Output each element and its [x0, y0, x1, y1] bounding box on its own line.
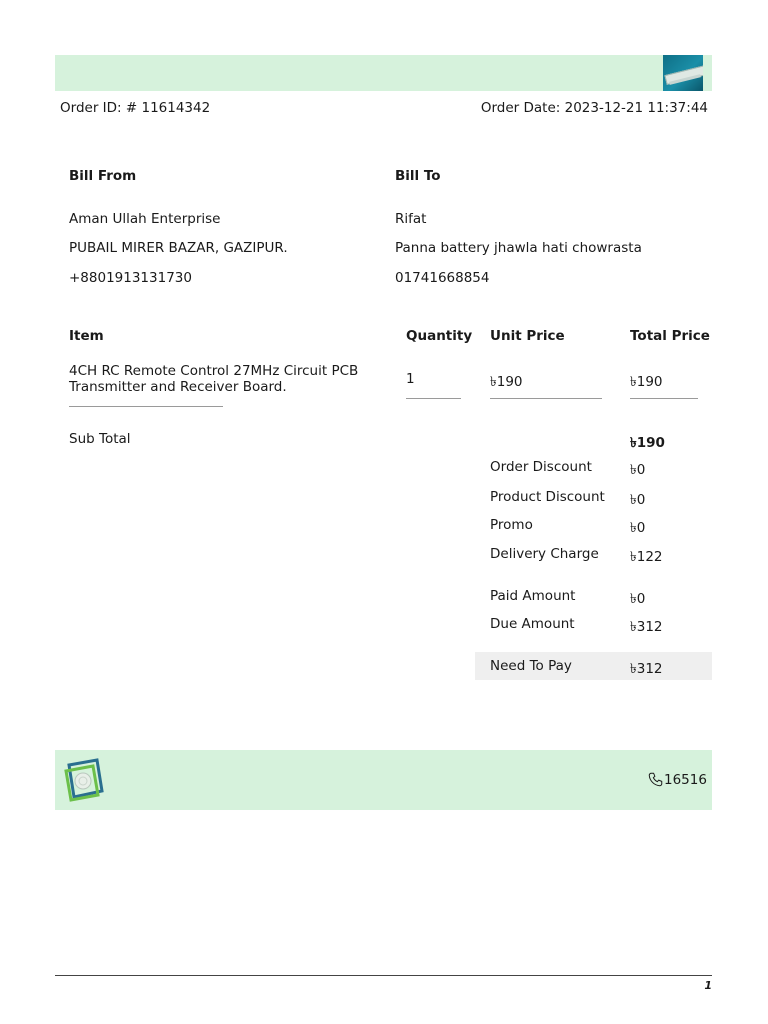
column-header-quantity: Quantity	[406, 328, 473, 344]
delivery-charge-value: ৳122	[630, 549, 663, 565]
paid-amount-label: Paid Amount	[490, 588, 576, 604]
product-thumbnail	[663, 55, 703, 91]
bill-to-name: Rifat	[395, 211, 427, 227]
unit-price-underline	[490, 398, 602, 399]
total-price-underline	[630, 398, 698, 399]
sub-total-value: ৳190	[630, 435, 665, 451]
order-discount-value: ৳0	[630, 462, 646, 478]
bill-from-heading: Bill From	[69, 168, 137, 184]
due-amount-value: ৳312	[630, 619, 663, 635]
footer-band	[55, 750, 712, 810]
order-id: Order ID: # 11614342	[60, 100, 211, 116]
order-date: Order Date: 2023-12-21 11:37:44	[480, 100, 708, 116]
bill-from-address: PUBAIL MIRER BAZAR, GAZIPUR.	[69, 240, 288, 256]
bill-to-phone: 01741668854	[395, 270, 490, 286]
need-to-pay-value: ৳312	[630, 661, 663, 677]
item-unit-price: ৳190	[490, 374, 523, 390]
bill-to-heading: Bill To	[395, 168, 441, 184]
page-footer-rule	[55, 975, 712, 976]
column-header-total-price: Total Price	[630, 328, 710, 344]
hotline-number: 16516	[664, 772, 707, 788]
product-discount-value: ৳0	[630, 492, 646, 508]
item-underline	[69, 406, 223, 407]
brand-logo-icon	[63, 757, 105, 803]
need-to-pay-label: Need To Pay	[490, 658, 572, 674]
due-amount-label: Due Amount	[490, 616, 575, 632]
quantity-underline	[406, 398, 461, 399]
bill-from-name: Aman Ullah Enterprise	[69, 211, 221, 227]
paid-amount-value: ৳0	[630, 591, 646, 607]
promo-label: Promo	[490, 517, 533, 533]
order-discount-label: Order Discount	[490, 459, 592, 475]
delivery-charge-label: Delivery Charge	[490, 546, 599, 562]
item-quantity: 1	[406, 371, 415, 387]
page-number: 1	[704, 979, 712, 992]
column-header-item: Item	[69, 328, 104, 344]
sub-total-label: Sub Total	[69, 431, 131, 447]
column-header-unit-price: Unit Price	[490, 328, 565, 344]
promo-value: ৳0	[630, 520, 646, 536]
item-name: 4CH RC Remote Control 27MHz Circuit PCB Transmitter and Receiver Board.	[69, 363, 359, 395]
header-band	[55, 55, 712, 91]
phone-icon	[648, 772, 663, 787]
bill-to-address: Panna battery jhawla hati chowrasta	[395, 240, 642, 256]
item-total-price: ৳190	[630, 374, 663, 390]
product-discount-label: Product Discount	[490, 489, 605, 505]
bill-from-phone: +8801913131730	[69, 270, 192, 286]
